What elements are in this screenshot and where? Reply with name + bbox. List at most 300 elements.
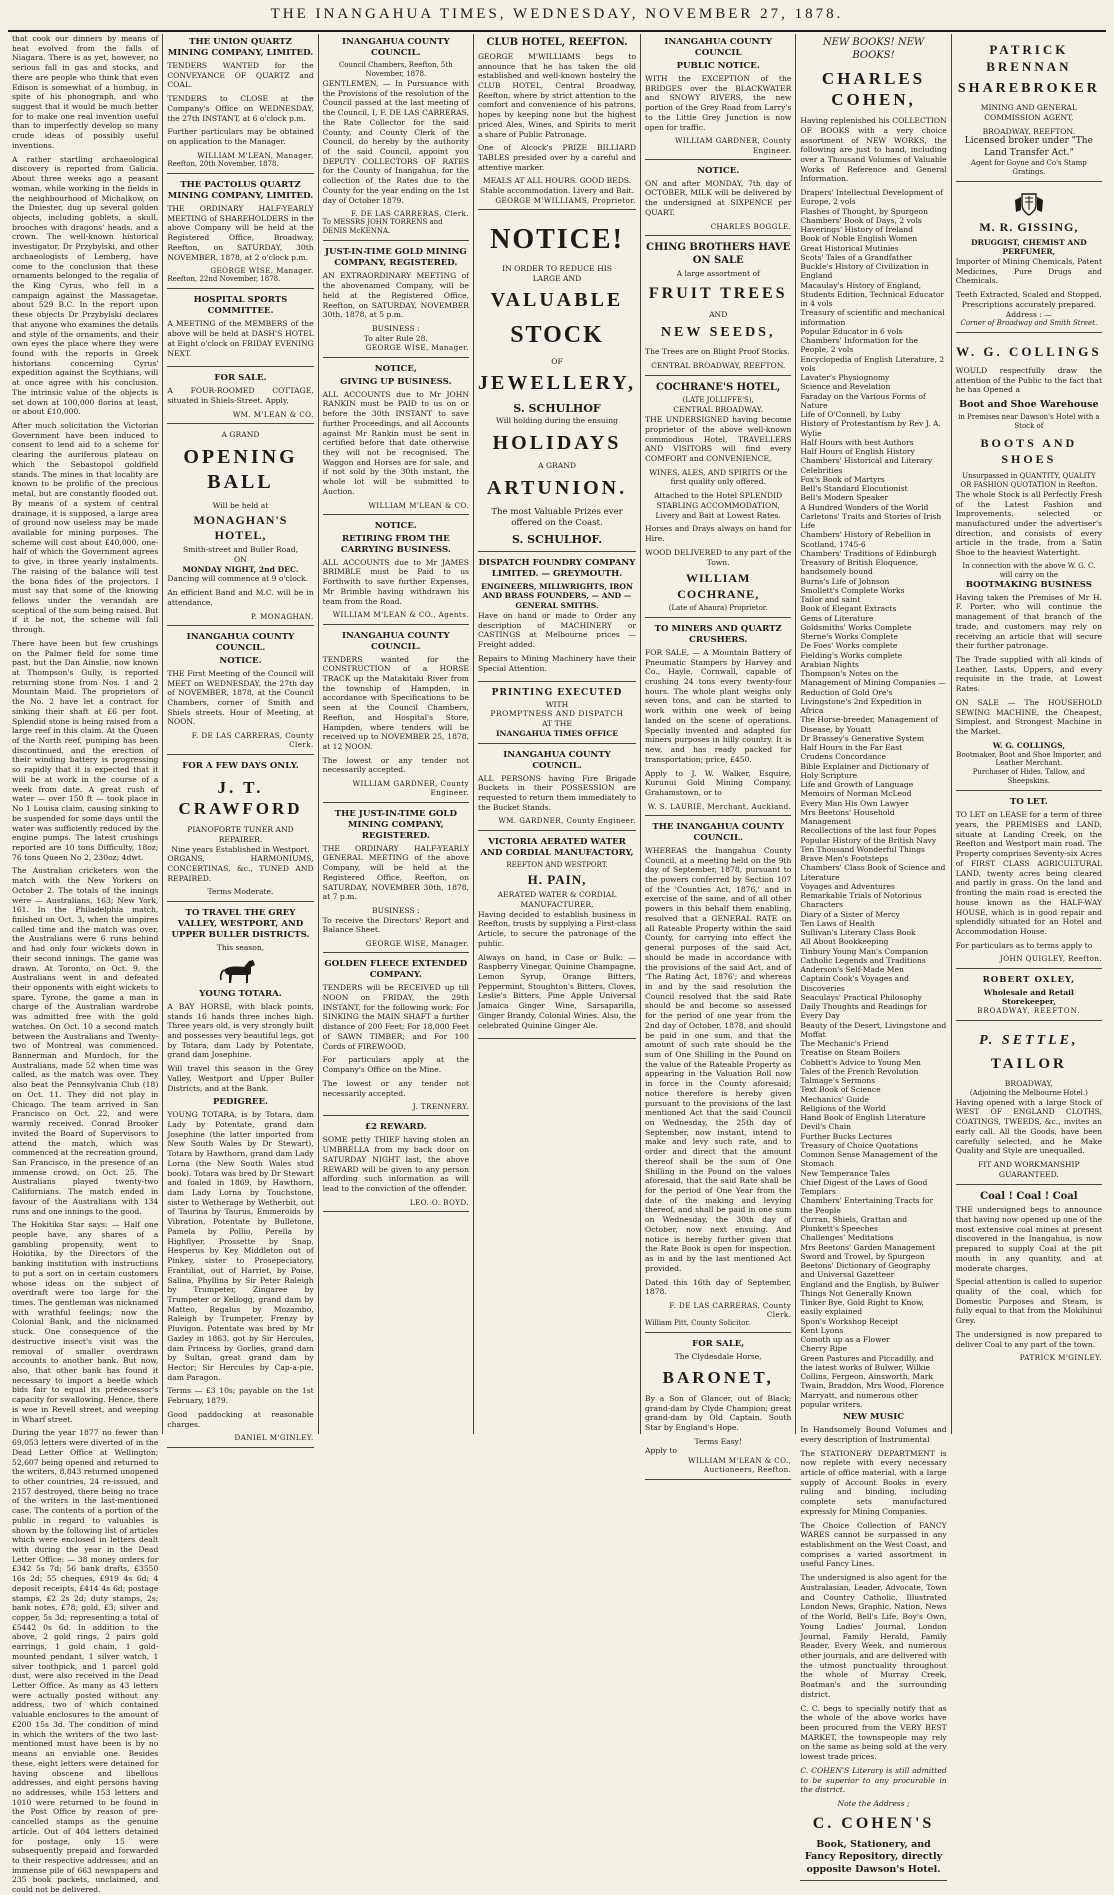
ad-signature: WILLIAM GARDNER, County Engineer.	[675, 136, 792, 155]
rankin-notice-ad	[323, 361, 469, 515]
book-list-item: Popular Educator in 6 vols	[800, 326, 903, 336]
ad-line: Wholesale and Retail Storekeeper,	[983, 987, 1074, 1007]
ad-line: BROADWAY,	[1004, 1079, 1053, 1089]
gissing-name: M. R. GISSING,	[979, 220, 1079, 235]
book-list-item: Bell's Standard Elocutionist	[800, 484, 908, 494]
ad-body: THE undersigned begs to announce that having now opened up one of the most extensive coal mines at present discovered in the Inangahua, is now prepared to supply Coal at the pit mouth in any quantity, and at moderate charges.	[955, 1205, 1103, 1273]
book-list-item: Talmage's Sermons	[800, 1076, 876, 1086]
ad-body: The lowest or any tender not necessarily accepted.	[322, 1078, 469, 1098]
book-list-item: Burns's Life of Johnson	[800, 576, 890, 586]
ad-line: Terms Easy!	[694, 1436, 742, 1446]
ad-display-word: JEWELLERY,	[477, 372, 637, 395]
ad-line: Will holding during the ensuing	[496, 416, 618, 426]
ad-body: C. COHEN'S Literary is still admitted to be superior to any procurable in the district.	[800, 1765, 947, 1795]
ad-line: The Clydesdale Horse,	[674, 1352, 762, 1362]
ad-display-word: ARTUNION.	[486, 477, 628, 500]
dispatch-foundry-ad	[478, 555, 636, 682]
book-list-item: Catholic Legends and Traditions	[800, 955, 926, 965]
book-list-item: Chambers' Book of Days, 2 vols	[800, 215, 922, 225]
ad-signature: WM. GARDNER, County Engineer.	[498, 816, 637, 826]
ad-line: To MESSRS JOHN TORRENS and DENIS McKENNA.	[322, 218, 443, 236]
horse-icon	[218, 956, 262, 986]
cottage-sale-ad	[167, 370, 313, 424]
ad-body: Good paddocking at reasonable charges.	[167, 1409, 314, 1429]
book-list-item: Chambers' Entertaining Tracts for the People	[800, 1196, 934, 1215]
column-5-advertisements	[641, 34, 796, 1475]
ad-heading: JUST-IN-TIME GOLD MINING COMPANY, REGISTERED.	[324, 247, 467, 269]
ad-signature: DANIEL M'GINLEY.	[234, 1433, 314, 1443]
book-list-item: Devil's Chain	[800, 1122, 852, 1132]
ad-heading: TO LET.	[1009, 797, 1048, 808]
ad-subheading: RETIRING FROM THE CARRYING BUSINESS.	[340, 533, 451, 555]
club-hotel-ad	[478, 34, 636, 210]
book-list-item: Curran, Shiels, Grattan and Plunkett's Speeches	[800, 1214, 908, 1234]
ad-body: Special attention is called to superior quality of the coal, which for Domestic Purposes and Steam, is fully equal to that from the Mokihinui Grey.	[955, 1277, 1103, 1326]
printing-ad	[478, 685, 636, 743]
book-list-item: The Mechanic's Friend	[800, 1039, 889, 1049]
ad-heading: INANGAHUA COUNTY COUNCIL.	[342, 630, 450, 652]
ad-body: Further particulars may be obtained on application to the Manager.	[167, 127, 314, 147]
book-list-item: Chambers' History of Rebellion in Scotland, 1745-6	[800, 530, 931, 549]
book-list-item: Cobbett's Advice to Young Men	[800, 1057, 921, 1067]
ad-line: Licensed broker under "The Land Transfer Act."	[964, 136, 1093, 158]
ad-heading: INANGAHUA COUNTY COUNCIL.	[503, 749, 611, 771]
article-paragraph: The Australian cricketers won the match with the New Yorkers on October 2. The totals of the innings were — Australians, 163; New York, 161. In the Philadelphia match, finished on Oct. 3, when the umpires called time and the match was over, the Australians were 6 runs behind and had only four wickets down in their second innings. The game was drawn. At Toronto, on Oct. 9, the Australians went in and defeated their opponents with eight wickets to spare. Tyrone, the game a man in charge of the Australian wardrobe was admitted free with the gold watches. On Oct. 10 a second match between the Australians and Twenty-two of Montreal was commenced. Bannerman and Murdoch, for the Australians, made 52 when time was called, as the match was over. They also beat the Pennsylvania Club (18) on Oct. 11. They did not play in Chicago. The team arrived in San Francisco on Oct. 22, and were warmly received. Conrad Brooker invited the Board of Supervisors to attend the match, which was commenced at the recreation ground, San Francisco, in the presence of an immense crowd, on Oct. 25. The Australians played twenty-two Californians. The match ended in favour of the Australians with 134 runs and one innings to the good.	[12, 866, 159, 1216]
book-list-item: Seaculays' Practical Philosophy	[800, 992, 922, 1002]
book-list-item: Carletons' Traits and Stories of Irish Life	[800, 511, 942, 531]
column-1-editorial	[8, 34, 163, 1895]
ad-subheading: PEDIGREE.	[212, 1097, 269, 1108]
ad-body: TENDERS will be RECEIVED up till NOON on FRIDAY, the 29th INSTANT, for the following work: For SINKING the MAIN SHAFT a further distance of 200 Feet; For 18,000 Feet of SAWN TIMBER; and For 100 Cords of FIREWOOD.	[322, 983, 469, 1051]
book-list-item: Sullivan's Literary Class Book	[800, 928, 916, 938]
ad-signature: W. G. COLLINGS,	[992, 740, 1065, 750]
book-list-item: England and the English, by Bulwer	[800, 1279, 940, 1289]
ad-heading: CHING BROTHERS HAVE ON SALE	[646, 241, 791, 266]
ad-line: Will be held at	[212, 500, 269, 510]
ad-line: A large assortment of	[676, 269, 760, 279]
ad-line: IN ORDER TO REDUCE HIS	[502, 263, 612, 273]
book-list-item: Treatise on Steam Boilers	[800, 1048, 901, 1058]
ad-body: WOULD respectfully draw the attention of the Public to the fact that he has Opened a	[955, 365, 1103, 395]
book-list-item: Thompson's Notes on the Management of Mining Companies — Reduction of Gold Ore's	[800, 669, 946, 697]
crawford-ad	[167, 758, 313, 903]
book-list-item: Faraday on the Various Forms of Nature	[800, 391, 926, 410]
ad-line: AERATED WATER & CORDIAL MANUFACTURER,	[497, 890, 617, 909]
book-list-item: Religions of the World	[800, 1103, 886, 1113]
ad-body: ORGANS, HARMONIUMS, CONCERTINAS, &c., TUNED AND REPAIRED.	[167, 854, 314, 883]
ad-heading: DISPATCH FOUNDRY COMPANY LIMITED. — GREYMOUTH.	[478, 557, 636, 579]
ad-heading: THE INANGAHUA COUNTY COUNCIL.	[652, 821, 785, 843]
book-list-item: Half Hours in the Far East	[800, 743, 903, 753]
ad-heading: NOTICE,	[374, 363, 417, 374]
ad-line: Book, Stationery, and Fancy Repository, directly opposite Dawson's Hotel.	[804, 1839, 943, 1875]
ad-heading: FOR SALE,	[692, 1339, 745, 1350]
ad-signature: GEORGE WISE, Manager.	[210, 266, 314, 276]
ad-signature: WILLIAM M'LEAN, Manager.	[197, 150, 314, 160]
ad-body: A BAY HORSE, with black points, stands 16 hands three inches high. Three years old, is very strongly built and possesses very beautiful legs, got by Totara, dam Lady by Potentate, grand dam Josephine.	[167, 1001, 314, 1060]
book-list-item: Smollett's Complete Works	[800, 585, 905, 595]
brennan-ad	[956, 34, 1102, 182]
ad-line: PRINTING EXECUTED	[491, 688, 623, 699]
book-list-item: Cherry Ripe	[800, 1344, 848, 1354]
ad-line: Apply to	[645, 1446, 677, 1456]
ad-body: SOME petty THIEF having stolen an UMBRELLA from my back door on SATURDAY NIGHT last, the above REWARD will be given to any person affording such information as will lead to the conviction of the offender.	[322, 1135, 469, 1194]
ad-body: THE First Meeting of the Council will MEET on WEDNESDAY, the 27th day of NOVEMBER, 1878, at the Council Chambers, corner of Smith and Shiels streets. Hour of Meeting, at NOON.	[167, 668, 314, 727]
ad-body: GEORGE M'WILLIAMS begs to announce that he has taken the old established and well-known hostelry the CLUB HOTEL, Central Broadway, Reefton, where by strict attention to the comfort and convenience of his patrons, hopes by keeping none but the highest priced Ales, Wines, and Spirits to merit a share of Public Patronage.	[477, 51, 637, 139]
ad-body: TENDERS wanted for the CONSTRUCTION of a HORSE TRACK up the Matakitaki River from the township of Hampden, in accordance with Specifications to be seen at the Council Chambers, Reefton, and Hospital's Store, Hampden, where tenders will be received up to NOVEMBER 25, 1878, at 12 NOON.	[322, 654, 469, 752]
ad-body: Having taken the Premises of Mr H. F. Porter, who will continue the management of that branch of the trade, and customers may rely on receiving an article that will secure their further patronage.	[955, 592, 1103, 651]
ad-display-word: FRUIT TREES	[648, 285, 788, 303]
book-list-item: Arabian Nights	[800, 659, 859, 669]
fire-buckets-ad	[478, 747, 636, 831]
ad-body: ALL ACCOUNTS due to Mr JOHN RANKIN must be PAID to us on or before the 30th INSTANT to save further Proceedings, and all Accounts against Mr Rankin must be sent in certified before that date otherwise they will not be recognised. The Waggon and Horses are for sale, and if not sold by the 30th instant, the whole lot will be submitted to Auction.	[322, 389, 469, 496]
ad-body: GENTLEMEN, — In Pursuance with the Provisions of the resolution of the Council passed at the last meeting of the Council, I, F. DE LAS CARRERAS, the Rate Collector for the said County, and County Clerk of the Council, do hereby by the authority of the said Council, appoint you DEPUTY COLLECTORS OF RATES for the County of Inangahua, for the collection of the Rates due to the County for the year ending on the 1st day of October 1879.	[322, 78, 469, 205]
ad-line: Bootmaker, Boot and Shoe Importer, and Leather Merchant.	[956, 750, 1102, 768]
article-paragraph: During the year 1877 no fewer than 69,053 letters were diverted of in the Dead Letter Office at Wellington; 52,607 being opened and returned to the writers, 8,843 returned unopened to other countries, 24 re-issued, and 2157 destroyed, there being no trace of the writers in the last-mentioned case. The contents of a portion of the public in regard to valuables is shown by the following list of articles which were enclosed in letters dealt with during the year in the Dead Letter Office: — 38 money orders for £342 5s 7d; 56 bank drafts, £3550 16s 2d; 55 cheques, £919 4s 6d; 4 deposit receipts, £414 4s 6d; postage stamps, £2 2s 2d; duty stamps, 2s; bank notes, £78; gold, £3; silver and copper, 5s 3d; representing a total of £5442 0s 6d. In addition to the above, 2 gold rings, 2 pairs gold earrings, 1 gold chain, 1 gold-mounted pendant, 1 silver watch, 1 silver toothpick, and 1 parcel gold dust, were also received in the Dead Letter Office. As many as 43 letters were actually posted without any address, two of which contained valuable enclosures to the amount of £200 15s 3d. The condition of mind in which the writers of the two last-mentioned must have been is by no means an enviable one. Besides these, eight letters were detained for having obscene and libellous addresses, and eight persons having no addresses, while 153 letters and 1010 were returned to be found in the Post Office by reason of pre-cancelled stamps as the genuine article. Out of 404 letters detained for postage, only 15 were subsequently prepaid and forwarded to their respective addresses; and an immense pile of 663 newspapers and 235 book packets, unclaimed, and could not be delivered.	[12, 1428, 159, 1895]
ad-signature: WILLIAM M'LEAN & CO.	[368, 500, 469, 510]
book-list-item: Things Not Generally Known	[800, 1288, 912, 1298]
reward-ad	[323, 1119, 469, 1212]
coal-ad	[956, 1188, 1102, 1367]
ad-line: MONDAY NIGHT, 2nd DEC.	[182, 564, 299, 574]
jewellery-notice-ad	[478, 213, 636, 552]
ad-body: Horses and Drays always on hand for Hire.	[645, 524, 792, 544]
ad-body: A MEETING of the MEMBERS of the above will be held at DASH'S HOTEL at Eight o'clock on FRIDAY EVENING NEXT.	[167, 319, 314, 358]
oxley-ad	[956, 972, 1102, 1021]
ad-line: Agent for Goyne and Co's Stamp Gratings.	[970, 159, 1087, 177]
ad-body: Having replenished his COLLECTION OF BOOKS with a very choice assortment of NEW WORKS, the following are just to hand, including over a Thousand Volumes of Valuable Works of Reference and General Information.	[800, 116, 947, 184]
ad-line: Stable accommodation. Livery and Bait.	[480, 186, 634, 196]
ad-heading: Coal ! Coal ! Coal	[980, 1190, 1078, 1202]
book-list-item: Dr Brassey's Generative System	[800, 733, 925, 743]
pactolus-ad	[167, 177, 313, 289]
opening-ball-ad	[167, 427, 313, 626]
book-list-item: Diary of a Sister of Mercy	[800, 909, 900, 919]
ad-line: To alter Rule 28.	[363, 333, 428, 343]
ad-heading: £2 REWARD.	[364, 1122, 427, 1133]
article-paragraph: A rather startling archaeological discovery is reported from Galicia. About three weeks ago a peasant woman, while working in the fields in the neighbourhood of Michalkow, on the Dniester, dug up several golden objects, including goblets, a skull, brooches with dragons' heads, and a crown. The well-known historical investigator, Dr Przybylski, and other archaeologists of Lemberg, have come to the conclusion that these ornaments belonged to the regalia of the King Cyrus, who fell in a campaign against the Massagetae, about 529 B.C. In the report upon these objects Dr Przybylski declares that anyone who examines the details and style of the ornaments, and their own eyes the place where they were found with the reports in Greek historians concerning Cyrus' expedition against the Scythians, will at once agree with his conclusion. The intrinsic value of the objects is set down at 100,000 florins at least, or about £10,000.	[12, 154, 159, 417]
ad-signature: GEORGE M'WILLIAMS, Proprietor.	[495, 195, 637, 205]
book-list-item: Chambers' Traditions of Edinburgh	[800, 548, 937, 558]
ad-line: MEALS AT ALL HOURS. GOOD BEDS.	[482, 176, 632, 186]
book-list-item: Memoirs of Norman McLeod	[800, 789, 912, 799]
young-totara-ad	[167, 905, 313, 1447]
ad-line: Smith-street and Buller Road,	[182, 545, 298, 555]
grey-road-notice-ad	[645, 34, 791, 160]
ad-line: Prescriptions accurately prepared.	[961, 299, 1096, 309]
ad-body: The Choice Collection of FANCY WARES cannot be surpassed in any establishment on the West Coast, and comprises a varied assortment in useful Fancy Lines.	[800, 1520, 947, 1569]
book-list-item: Ten Laws of Health	[800, 918, 875, 928]
ad-signature: WILLIAM M'LEAN & CO., Agents.	[332, 610, 469, 620]
ad-line: BUSINESS :	[372, 323, 420, 333]
book-list-item: A Hundred Wonders of the World	[800, 502, 929, 512]
book-list-item: Drapers' Intellectual Development of Europe, 2 vols	[800, 188, 944, 207]
book-list-item: Kent Lyons	[800, 1325, 844, 1335]
ad-line: Purchaser of Hides, Tallow, and Sheepskins.	[972, 768, 1085, 786]
book-list-item: Haverings' History of Ireland	[800, 225, 914, 235]
ad-body: WINES, ALES, AND SPIRITS Of the first quality only offered.	[649, 467, 788, 487]
ad-heading: CLUB HOTEL, REEFTON.	[486, 37, 628, 48]
ad-display-word: BOOTS AND SHOES	[980, 436, 1078, 466]
ad-date: Reefton, 20th November, 1878.	[167, 159, 279, 168]
ad-line: BUSINESS :	[372, 905, 420, 915]
ad-line: Corner of Broadway and Smith Street.	[960, 319, 1098, 328]
ad-line: A GRAND	[538, 461, 576, 471]
ad-signature: WILLIAM M'LEAN & CO., Auctioneers, Reefton.	[688, 1456, 792, 1475]
ad-line: S. SCHULHOF	[513, 401, 601, 415]
ad-body: Always on hand, in Case or Bulk: — Raspberry Vinegar, Quinine Champagne, Lemon Syrup, Orange Bitters, Peppermint, Stoughton's Bitters, Cloves, Leslie's Bitters, Pine Apple Universal Jamaica Ginger Wine, Sarsaparilla, Ginger Brandy, Colonial Wines. Also, the celebrated Quinine Ginger Ale.	[477, 952, 637, 1030]
ad-body: A FOUR-ROOMED COTTAGE, situated in Shiels-Street. Apply,	[167, 386, 314, 405]
ad-body: The lowest or any tender not necessarily accepted.	[322, 755, 469, 775]
ad-line: REEFTON AND WESTPORT.	[506, 860, 608, 869]
ad-display-word: HOLIDAYS	[492, 431, 622, 454]
ad-heading: TO MINERS AND QUARTZ CRUSHERS.	[654, 623, 782, 645]
book-list-item: Encyclopedia of English Literature, 2 vols	[800, 354, 945, 373]
ad-line: INANGAHUA TIMES OFFICE	[495, 728, 619, 738]
cohen-name: C. COHEN'S	[812, 1814, 935, 1832]
ad-body: ALL PERSONS having Fire Brigade Buckets in their POSSESSION are requested to return them immediately to the Bucket Stands.	[477, 773, 637, 812]
article-paragraph: After much solicitation the Victorian Government have been induced to consent to lend aid to a scheme for clearing the auriferous plateau on which the Sebastopol goldfield stands. The mines in that locality are known to be prolific of the precious metal, but are constantly flooded out. By means of a system of central drainage, it is supposed, a large area of ground now useless may be made available for mining purposes. The scheme will cost about £40,000, one-half of which the Government agrees to give, in three yearly instalments. The raising of the balance will test the bona fides of the projectors. I must say that some of the knowing fellows under the verandah are sceptical of the sum being raised. But if it be not, the scheme will fall through.	[12, 421, 159, 635]
ad-body: ALL ACCOUNTS due to Mr JAMES BRIMBLE must be Paid to us Forthwith to save further Expenses, Mr Brimble having withdrawn his team from the Road.	[322, 557, 469, 606]
book-list-item: Voyages and Adventures	[800, 881, 895, 891]
ad-display-word: STOCK	[510, 321, 604, 348]
union-quartz-ad	[167, 34, 313, 174]
ad-signature: JOHN QUIGLEY, Reefton.	[999, 954, 1103, 964]
ad-signature: S. SCHULHOF.	[511, 532, 603, 546]
ad-body: Having opened with a large Stock of WEST OF ENGLAND CLOTHS, COATINGS, TWEEDS, &c., invites an early call. All the Goods, have been carefully selected, and he Make Quality and Style are unequalled.	[955, 1097, 1103, 1156]
ad-body: Will travel this season in the Grey Valley, Westport and Upper Buller Districts, and at the Bank.	[167, 1064, 314, 1093]
ad-body: ON and after MONDAY, 7th day of OCTOBER, MILK will be delivered by the undersigned at SIXPENCE per QUART.	[645, 178, 792, 217]
proprietor-name: WILLIAM COCHRANE,	[677, 571, 760, 601]
ad-line: ENGINEERS, MILLWRIGHTS, IRON AND BRASS FOUNDERS, — AND — GENERAL SMITHS.	[481, 581, 633, 611]
article-paragraph: The Hokitika Star says: — Half one people have, any shares of a gambling propensity, went to Hokitika, by the Directors of the banking institution with instructions to put a sort on in certain customers whose ideas on the subject of overdraft were too large for the times. The gentleman was nicknamed with wrathful feelings; now the Colonial Bank, and the nicknamed stuck. One consequence of the destructive insect's visit was the removal of smaller overdrawn accounts to another bank. But now, also, that other bank has found it necessary to import a beetle which bids fair to equal its predecessor's capacity for swallowing. Hence, there is woe in Revell street, and weeping in Wharf street.	[12, 1220, 159, 1424]
ad-heading: THE UNION QUARTZ MINING COMPANY, LIMITED.	[167, 37, 314, 58]
ad-heading: TO TRAVEL THE GREY VALLEY, WESTPORT, AND UPPER BULLER DISTRICTS.	[171, 908, 310, 941]
settle-trade: TAILOR	[990, 1055, 1067, 1072]
book-list-item: Treasury of Choice Quotations	[800, 1140, 918, 1150]
collings-ad	[956, 336, 1102, 791]
ad-heading: COCHRANE'S HOTEL,	[655, 381, 781, 393]
ad-line: AND	[709, 309, 728, 319]
ad-line: A GRAND	[221, 429, 260, 439]
horse-name: YOUNG TOTARA.	[199, 988, 282, 999]
book-list-item: Tinker Bye, Gold Right to Know, easily explained	[800, 1298, 924, 1317]
ad-line: Terms Moderate.	[207, 887, 274, 897]
ad-heading: NOTICE.	[697, 165, 740, 176]
book-list-item: Fox's Book of Martyrs	[800, 474, 885, 484]
ad-body: For particulars as to terms apply to	[955, 940, 1093, 950]
ad-signature: P. MONAGHAN.	[250, 611, 314, 621]
book-list-item: Remarkable Trials of Notorious Characters	[800, 891, 922, 910]
ad-line: LARGE AND	[532, 273, 582, 283]
ad-line: (LATE JOLLIFFE'S),	[682, 396, 754, 405]
column-3-advertisements	[319, 34, 474, 1434]
book-list-item: Life of O'Connell, by Luby	[800, 410, 901, 420]
ad-body: TENDERS to CLOSE at the Company's Office on WEDNESDAY, the 27th INSTANT, at 6 o'clock p.m.	[167, 94, 314, 123]
ad-line: AT THE	[542, 719, 572, 729]
book-list-item: Hand Book of English Literature	[800, 1113, 926, 1123]
ad-body: The STATIONERY DEPARTMENT is now replete with every necessary article of office material, with a large supply of Account Books in every ruling and binding, including complete sets manufactured expressly for Mining Companies.	[800, 1448, 947, 1516]
ad-body: For particulars apply at the Company's Office on the Mine.	[322, 1055, 469, 1075]
book-list-item: Captain Cook's Voyages and Discoveries	[800, 974, 909, 993]
ad-date: Reefton, 22nd November, 1878.	[167, 275, 281, 284]
milk-notice-ad	[645, 163, 791, 236]
ad-line: DRUGGIST, CHEMIST AND PERFUMER,	[970, 237, 1087, 257]
book-list-item: Spon's Workshop Receipt	[800, 1316, 899, 1326]
ad-body: WHEREAS the Inangahua County Council, at a meeting held on the 9th day of September, 1878, pursuant to the powers conferred by Section 107 of the 'Counties Act, 1876,' and in exercise of the same, and of all other powers in this behalf them enabling, resolved that a GENERAL RATE on all Rateable Property within the said County, for carrying into effect the general purposes of the said Act, should be made in accordance with the provisions of the said Act, and of 'The Rating Act, 1876'; and whereas in and by the said resolution the Council resolved that the said Rate should be and become so assessed for the period of one year from the 2nd day of October, 1878, and should be paid in one sum, and that the amount of such rate should be the sum of One Shilling in the Pound on the value of the Rateable Property as appearing in the Valuation Roll now in force in the County aforesaid; notice therefore is hereby given pursuant to the provisions of the last mentioned Act that the said Council on Wednesday, the 25th day of September, now instant, intend to make and levy such rate, and to order and direct that the amount thereof shall be the sum of One Shilling in the Pound on the values aforesaid, that the said Rate shall be for the period of One Year from the date of the making and levying thereof, and shall be paid in one sum on Wednesday, the 30th day of October, now next ensuing. And notice is hereby further given that the Rate Book is open for inspection, as in and by the last mentioned Act provided.	[645, 845, 792, 1273]
ad-body: Apply to J. W. Walker, Esquire, Kurunui Gold Mining Company, Grahamstown, or to	[645, 768, 792, 797]
book-list-item: Beauty of the Desert, Livingstone and Moffat	[800, 1020, 947, 1039]
ad-body: TO LET on LEASE for a term of three years, the PREMISES and LAND, situate at Landing Creek, on the Reefton and Westport main road. The Property comprises Seventy-six Acres of FIRST CLASS AGRICULTURAL LAND, twenty acres being cleared and partly in grass. On the land and fronting the main road is erected the house known as the HALF-WAY HOUSE, which is in good repair and splendidly situated for an Hotel and Accommodation House.	[955, 810, 1103, 936]
general-rate-ad	[645, 819, 791, 1333]
ad-signature: WM. M'LEAN & CO.	[232, 409, 314, 419]
book-list-item: Daily Thoughts and Readings for Every Day	[800, 1002, 927, 1021]
book-list-item: The Horse-breeder, Management of Disease, by Youatt	[800, 715, 938, 734]
ad-body: Attached to the Hotel SPLENDID STABLING ACCOMMODATION, Livery and Bait at Lowest Rates.	[654, 491, 783, 520]
ad-heading: VICTORIA AERATED WATER AND CORDIAL MANUFACTORY,	[480, 836, 634, 858]
hospital-sports-ad	[167, 292, 313, 367]
book-list-item: Recollections of the last four Popes	[800, 826, 937, 836]
ad-heading: INANGAHUA COUNTY COUNCIL.	[342, 37, 450, 58]
baronet-ad	[645, 1336, 791, 1479]
ad-heading: HOSPITAL SPORTS COMMITTEE.	[193, 295, 288, 317]
ad-subheading: PUBLIC NOTICE.	[676, 61, 760, 71]
column-4-advertisements	[474, 34, 641, 1434]
ad-body: AN EXTRAORDINARY MEETING of the abovenamed Company, will be held at the Registered Office, Reefton, on SATURDAY, NOVEMBER 30th, 1878, at 5 p.m.	[322, 271, 469, 320]
column-7-advertisements	[952, 34, 1106, 1434]
ad-subheading: GIVING UP BUSINESS.	[340, 376, 452, 387]
columns	[8, 34, 1106, 1895]
ad-line: Unsurpassed in QUANTITY, QUALITY OR FASHION QUOTATION in Reefton.	[960, 471, 1098, 489]
ad-body: The Trees are on Blight Proof Stocks.	[645, 347, 790, 357]
book-list-item: History of Protestantism by Rev J. A. Wylie	[800, 419, 941, 438]
ad-line: Teeth Extracted, Scaled and Stopped.	[956, 290, 1102, 300]
book-list-item: De Foes' Works complete	[800, 641, 898, 651]
ad-subheading: NOTICE.	[219, 655, 262, 666]
hotel-name: MONAGHAN'S HOTEL,	[193, 512, 288, 542]
ad-body: TENDERS WANTED for the CONVEYANCE OF QUARTZ and COAL.	[167, 61, 314, 90]
book-list-item: Popular History of the British Navy	[800, 835, 937, 845]
ad-body: THE ORDINARY HALF-YEARLY MEETING of SHAREHOLDERS in the above Company will be held at the Registered Office, Broadway, Reefton, on SATURDAY, 30th NOVEMBER, 1878, at 2 o'clock p.m.	[167, 203, 314, 262]
book-list-item: Sword and Trowel, by Spurgeon	[800, 1251, 925, 1261]
settle-name: P. SETTLE,	[979, 1032, 1079, 1048]
book-list-item: Book of Elegant Extracts	[800, 604, 897, 614]
ad-line: Council Chambers, Reefton, 5th November, 1878.	[338, 61, 453, 78]
book-list-item: Chambers' Information for the People, 2 vols	[800, 336, 919, 355]
book-list-item: Bell's Modern Speaker	[800, 493, 889, 503]
notice-title: NOTICE!	[490, 224, 624, 256]
ad-signature: W. S. LAURIE, Merchant, Auckland.	[647, 801, 792, 811]
ball-title: OPENING BALL	[183, 445, 298, 494]
ad-heading: ROBERT OXLEY,	[982, 974, 1076, 985]
book-list-item: Crudens Concordance	[800, 752, 887, 762]
ad-line: Address : —	[1005, 309, 1052, 319]
book-list-item: Livingstone's 2nd Expedition in Africa	[800, 696, 922, 716]
book-list-item: Ten Thousand Wonderful Things	[800, 844, 925, 854]
ad-body: By a Son of Glancer, out of Black; grand-dam by Clyde Champion; great grand-dam by Old Captain. South Star by England's Hope.	[645, 1393, 792, 1432]
horse-track-tender-ad	[323, 628, 469, 803]
book-list-item: Chief Digest of the Laws of Good Templars	[800, 1177, 928, 1197]
book-list-item: Text Book of Science	[800, 1085, 881, 1095]
ad-body: The Trade supplied with all kinds of Leather, Lasts, Uppers, and every requisite in the trade, at Lowest Rates.	[955, 655, 1103, 694]
book-list-item: Chambers' Class Book of Science and Literature	[800, 863, 946, 882]
just-in-time-extraordinary-ad	[323, 244, 469, 357]
quartz-crushers-ad	[645, 621, 791, 816]
to-let-ad	[956, 794, 1102, 968]
column-2-advertisements	[163, 34, 318, 1443]
book-list-item: Tales of the French Revolution	[800, 1066, 919, 1076]
ad-heading: THE PACTOLUS QUARTZ MINING COMPANY, LIMITED.	[167, 179, 314, 201]
book-list-item: Chambers' Historical and Literary Celebrities	[800, 456, 933, 475]
ad-line: ON	[234, 555, 247, 564]
ad-heading: FOR A FEW DAYS ONLY.	[182, 760, 299, 771]
ad-body: YOUNG TOTARA, is by Totara, dam Lady by Potentate, grand dam Josephine (the latter imported from New South Wales by Dr Stewart), Totara by Hawthorn, grand dam Lady Lorna (the New South Wales stud book). Totara was bred by Dr Stewart and foaled in 1869, by Hawthorn, dam Lady Lorna by Touchstone, sister to Wetherage by Wetherbit, out of Taurina by Taurus, Emmeroids by Vibration, Potentate by Bulletone, Pamela by Pollio, Perella by Highflyer, Prossette by Snap, Hesperus by Key Middleton out of Pinkey, sister to Prosepeciatory, Frantiliat, out of Harriet, by Poise, Salina, Phyllina by Sir Peter Raleigh by Trumpeter, Zingaree by Trumpeter or Kellogg, grand dam by Matteo, Regalus by Mozambo, Raleigh by Trumpeter, Frenzy by Pluvigon. Potentate was bred by Mr Gazley in 1863, got by Sir Hercules, dam Princess by Gorlies, grand dam by Sultan, great grand dam by Hector; Sir Hercules by Cap-a-pie, dam Paragon.	[167, 1110, 314, 1382]
ad-line: CENTRAL BROADWAY.	[673, 405, 764, 415]
book-list-item: Anderson's Self-Made Men	[800, 965, 904, 975]
ad-line: BROADWAY, REEFTON.	[977, 1007, 1081, 1016]
book-list-item: Tailor and saint	[800, 595, 861, 605]
ad-body: MINING AND GENERAL COMMISSION AGENT,	[980, 103, 1077, 122]
ad-body: WITH the EXCEPTION of the BRIDGES over the BLACKWATER and SNOWY RIVERS, the new portion of the Grey Road from Larry's to the Little Grey Junction is now open for traffic.	[645, 74, 792, 132]
ad-body: The undersigned is now prepared to deliver Coal to any part of the town.	[955, 1329, 1103, 1349]
ad-signature: J. TRENNERY.	[412, 1102, 469, 1112]
ad-body: Dated this 16th day of September, 1878.	[645, 1277, 792, 1297]
victoria-aerated-water-ad	[478, 834, 636, 1040]
book-list-item: Green Pastures and Piccadilly, and the latest works of Bulwer, Wilkie Collins, Fergeon, Ainsworth, Mark Twain, Braddon, Mrs Wood, Florence Marryatt, and numerous other popular writers.	[800, 1353, 944, 1409]
book-list-item: Mechanics' Guide	[800, 1094, 870, 1104]
book-list-item: Brave Men's Footsteps	[800, 854, 889, 864]
collings-name: W. G. COLLINGS	[956, 344, 1102, 360]
book-list-item: Mrs Beetons' Household Management	[800, 807, 895, 827]
ad-line: This season,	[216, 943, 265, 953]
book-list-item: All About Bookkeeping	[800, 937, 889, 947]
book-list-item: Life and Growth of Language	[800, 780, 914, 790]
proprietor-name: H. PAIN,	[527, 871, 587, 887]
crawford-name: J. T. CRAWFORD	[178, 777, 303, 819]
book-list-item: Treasury of scientific and mechanical information	[800, 308, 945, 327]
ad-body: In Handsomely Bound Volumes and every description of Instrumental	[800, 1425, 947, 1444]
book-list-item: Common Sense Management of the Stomach	[800, 1150, 938, 1169]
ad-body: Having decided to establish business in Reefton, trusts by supplying a First-class Article, to secure the patronage of the public.	[477, 909, 637, 948]
book-list-item: Buckle's History of Civilization in England	[800, 262, 929, 281]
book-list-item: New Temperance Tales	[800, 1168, 890, 1178]
royal-arms-icon	[1012, 190, 1046, 218]
ad-body: Dancing will commence at 9 o'clock.	[167, 574, 309, 584]
article-paragraph: There have been but few crushings on the Palmer field for some time past, but the Dan Ainslie, now known at Thompson's Gully, is reported returning stone from Nos. 1 and 2 Mountain Maid. The proprietors of the No. 2 have let a contract for sinking their shaft at £6 per foot. Splendid stone is being raised from a large reef in this claim. At the Queen of the North reef, pumping has been discontinued, and the erection of their winding battery is progressing so rapidly that it is expected that it will be at work in the course of a week from date. A great rush of water — over 150 ft — took place in No 1 Louisa claim, causing sinking to be suspended for some days until the water was sufficiently reduced by the engine pumps. The latest crushings reported are 10 tons Difficulty, 18oz; 76 tons Queen No 2, 230oz; 4dwt.	[12, 638, 159, 862]
book-list-item: Challenges' Meditations	[800, 1233, 894, 1243]
ad-subheading: Boot and Shoe Warehouse	[959, 399, 1099, 411]
book-list-item: Every Man His Own Lawyer	[800, 798, 909, 808]
book-list-item: Fielding's Works complete	[800, 650, 903, 660]
ad-line: William Pitt, County Solicitor.	[645, 1319, 751, 1328]
book-list-item: Scots' Tales of a Grandfather	[800, 252, 913, 262]
ad-signature: GEORGE WISE, Manager.	[365, 343, 469, 353]
ad-body: Have on hand or made to Order any description of MACHINERY or CASTINGS at Melbourne prices — Freight added.	[477, 610, 637, 650]
book-list-item: Further Bucks Lectures	[800, 1131, 893, 1141]
book-list-item: Goldsmiths' Works Complete	[800, 622, 912, 632]
golden-fleece-ad	[323, 956, 469, 1116]
ad-body: C. C. begs to specially notify that as the whole of the above works have been procured from the VERY BEST MARKET, the townspeople may rely on the same as being sold at the very lowest trade prices.	[800, 1703, 947, 1762]
ad-signature: GEORGE WISE, Manager.	[365, 939, 469, 949]
column-6-cohen	[796, 34, 951, 1875]
ad-heading: INANGAHUA COUNTY COUNCIL	[664, 37, 772, 58]
book-list-item: Science and Revelation	[800, 382, 891, 392]
ad-line: PROMPTNESS AND DISPATCH	[490, 709, 624, 719]
ad-body: WOOD DELIVERED to any part of the Town.	[645, 547, 792, 567]
ad-line: BROADWAY, REEFTON.	[982, 126, 1076, 136]
ad-body: Terms — £3 10s; payable on the 1st February, 1879.	[167, 1386, 314, 1406]
ad-heading: THE JUST-IN-TIME GOLD MINING COMPANY, REGISTERED.	[334, 808, 457, 841]
